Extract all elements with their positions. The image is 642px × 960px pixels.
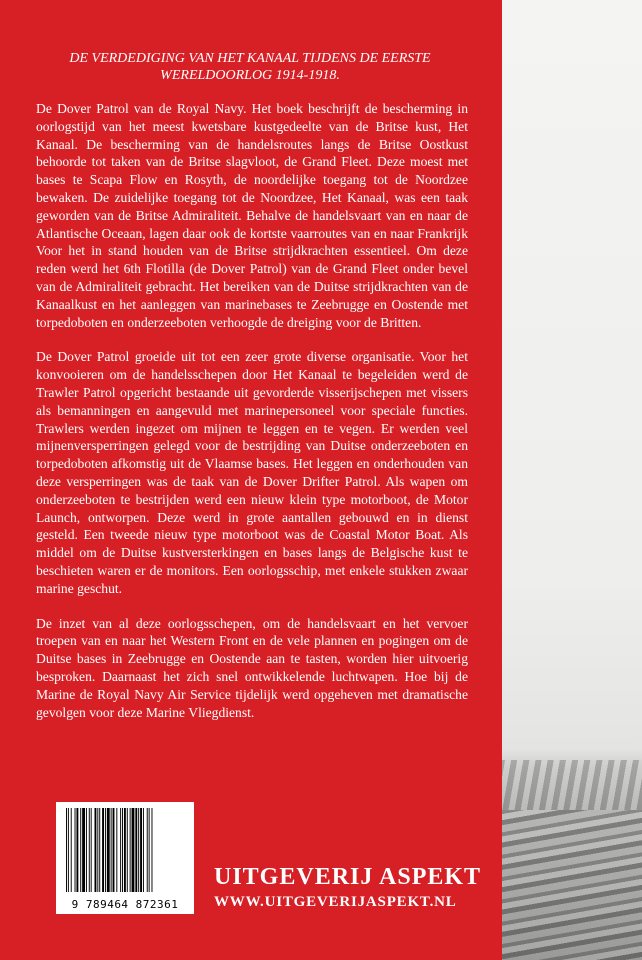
ship-silhouettes [502,760,642,810]
blurb-paragraph-1: De Dover Patrol van de Royal Navy. Het boek beschrijft de bescherming in oorlogstijd van het meest kwetsbare kustgedeelte van de Britse kust, Het Kanaal. De bescherming van de handelsroutes langs de Britse Oostkust behoorde tot taken van de Britse slagvloot, de Grand Fleet. Deze moest met bases te Scapa Flow en Rosyth, de noordelijke toegang tot de Noordzee bewaken. De zuidelijke toegang tot de Noordzee, Het Kanaal, was een taak geworden van de Britse Admiraliteit. Behalve de handelsvaart van en naar de Atlantische Oceaan, lagen daar ook de kortste vaarroutes van en naar Frankrijk Voor het in stand houden van de Britse strijdkrachten essentieel. Om deze reden werd het 6th Flotilla (de Dover Patrol) van de Grand Fleet onder bevel van de Admiraliteit gebracht. Het bereiken van de Duitse strijdkrachten van de Kanaalkust en het aanleggen van marinebases te Zeebrugge en Oostende met torpedoboten en onderzeeboten verhoogde de dreiging voor de Britten. [36,101,468,330]
blurb-paragraph-3: De inzet van al deze oorlogsschepen, om de handelsvaart en het vervoer troepen van en naar het Western Front en de vele plannen en pogingen om de Duitse bases in Zeebrugge en Oostende aan te tasten, worden hier uitvoerig besproken. Daarnaast het zich snel ontwikkelende luchtwapen. Hoe bij de Marine de Royal Navy Air Service tijdelijk werd opgeheven met dramatische gevolgen voor deze Marine Vliegdienst. [36,615,468,720]
isbn-barcode [56,802,194,914]
blurb-paragraph-2: De Dover Patrol groeide uit tot een zeer grote diverse organisatie. Voor het konvooieren om de handelsschepen door Het Kanaal te begeleiden werd de Trawler Patrol opgericht bestaande uit gevorderde visserijschepen met vissers als bemanningen en aangevuld met marinepersoneel voor speciale functies. Trawlers werden ingezet om mijnen te leggen en te vegen. Er werden veel mijnenversperringen gelegd voor de bestrijding van Duitse onderzeeboten en torpedoboten afkomstig uit de Vlaamse bases. Het leggen en onderhouden van deze versperringen was de taak van de Dover Drifter Patrol. Als wapen om onderzeeboten te bestrijden werd een nieuw klein type motorboot, de Motor Launch, ontworpen. Deze werd in grote aantallen gebouwd en in dienst gesteld. Een tweede nieuw type motorboot was de Coastal Motor Boat. Als middel om de Duitse kustversterkingen en bases langs de Belgische kust te beschieten waren er de monitors. Een oorlogsschip, met enkele stukken zwaar marine geschut. [36,349,468,596]
barcode-bars [66,808,184,892]
sea-waves [502,810,642,960]
publisher-website: WWW.UITGEVERIJASPEKT.NL [214,894,457,910]
publisher-name: UITGEVERIJ ASPEKT [214,864,482,890]
isbn-number: 9 789464 872361 [71,898,179,911]
sea-photo [502,0,642,960]
blurb-text [36,100,468,738]
book-subtitle: DE VERDEDIGING VAN HET KANAAL TIJDENS DE EERSTE WERELDOORLOG 1914-1918. [69,51,431,83]
